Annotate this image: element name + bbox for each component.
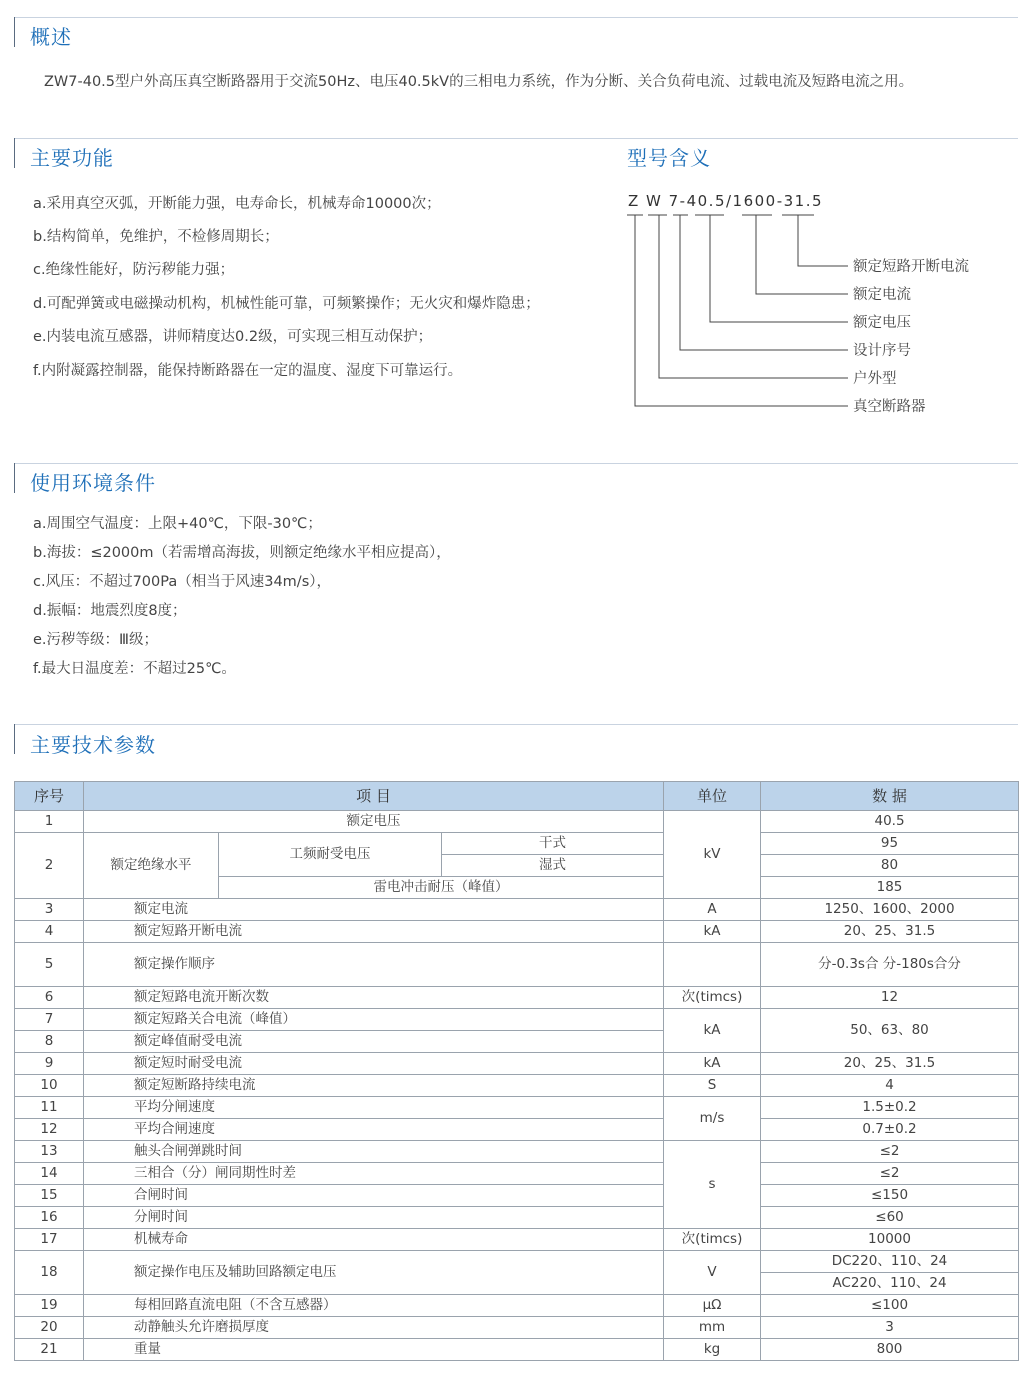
table-row	[15, 1119, 1019, 1141]
row-value: 4	[761, 1075, 1019, 1097]
row-value: AC220、110、24	[761, 1273, 1019, 1295]
row-value: 分-0.3s合 分-180s合分	[761, 943, 1019, 987]
table-row	[15, 1229, 1019, 1251]
row-item: 每相回路直流电阻（不含互感器）	[84, 1295, 664, 1317]
model-label: 户外型	[853, 371, 897, 387]
row-item: 额定电压	[84, 811, 664, 833]
row-no: 6	[15, 987, 84, 1009]
row-value: ≤150	[761, 1185, 1019, 1207]
table-row	[15, 1339, 1019, 1361]
row-item: 额定短路关合电流（峰值）	[84, 1009, 664, 1031]
function-item: b.结构简单，免维护，不检修周期长；	[33, 229, 279, 245]
row-item: 额定操作顺序	[84, 943, 664, 987]
row-item: 额定短路电流开断次数	[84, 987, 664, 1009]
environment-item: d.振幅：地震烈度8度；	[33, 603, 187, 619]
row-item: 额定短断路持续电流	[84, 1075, 664, 1097]
table-row	[15, 943, 1019, 987]
row-no: 18	[15, 1251, 84, 1295]
params-divider	[14, 724, 1018, 725]
row-value: ≤100	[761, 1295, 1019, 1317]
row-subitem: 工频耐受电压	[219, 833, 442, 877]
model-label: 额定电压	[853, 315, 911, 331]
row-item: 额定短时耐受电流	[84, 1053, 664, 1075]
row-no: 12	[15, 1119, 84, 1141]
row-item: 平均合闸速度	[84, 1119, 664, 1141]
row-no: 4	[15, 921, 84, 943]
row-unit: V	[664, 1251, 761, 1295]
model-label: 额定短路开断电流	[853, 259, 969, 275]
row-item: 额定操作电压及辅助回路额定电压	[84, 1251, 664, 1295]
table-row	[15, 987, 1019, 1009]
table-header-row	[15, 782, 1019, 811]
function-item: c.绝缘性能好，防污秽能力强；	[33, 262, 235, 278]
row-unit: kV	[664, 811, 761, 899]
row-value: 0.7±0.2	[761, 1119, 1019, 1141]
row-value: 80	[761, 855, 1019, 877]
row-unit: s	[664, 1141, 761, 1229]
row-value: 12	[761, 987, 1019, 1009]
environment-item: a.周围空气温度：上限+40℃，下限-30℃；	[33, 516, 322, 532]
environment-item: f.最大日温度差：不超过25℃。	[33, 661, 236, 677]
row-no: 10	[15, 1075, 84, 1097]
header-no: 序号	[15, 782, 84, 811]
row-value: 95	[761, 833, 1019, 855]
row-item: 额定绝缘水平	[84, 833, 219, 899]
model-label: 设计序号	[853, 343, 911, 359]
params-table	[14, 781, 1019, 1361]
row-no: 13	[15, 1141, 84, 1163]
row-value: ≤60	[761, 1207, 1019, 1229]
environment-item: b.海拔：≤2000m（若需增高海拔，则额定绝缘水平相应提高），	[33, 545, 451, 561]
row-value: 10000	[761, 1229, 1019, 1251]
row-item: 合闸时间	[84, 1185, 664, 1207]
model-label: 真空断路器	[853, 399, 926, 415]
row-unit: A	[664, 899, 761, 921]
row-unit: S	[664, 1075, 761, 1097]
row-no: 19	[15, 1295, 84, 1317]
row-no: 1	[15, 811, 84, 833]
row-no: 8	[15, 1031, 84, 1053]
table-row	[15, 1295, 1019, 1317]
table-row	[15, 1009, 1019, 1031]
header-data: 数 据	[761, 782, 1019, 811]
function-item: f.内附凝露控制器，能保持断路器在一定的温度、湿度下可靠运行。	[33, 363, 463, 379]
row-no: 14	[15, 1163, 84, 1185]
row-value: 1250、1600、2000	[761, 899, 1019, 921]
row-value: ≤2	[761, 1141, 1019, 1163]
table-row	[15, 1053, 1019, 1075]
row-unit: kA	[664, 1009, 761, 1053]
row-no: 15	[15, 1185, 84, 1207]
table-row	[15, 1185, 1019, 1207]
row-value: 20、25、31.5	[761, 1053, 1019, 1075]
environment-item: c.风压：不超过700Pa（相当于风速34m/s），	[33, 574, 331, 590]
row-item: 平均分闸速度	[84, 1097, 664, 1119]
row-no: 2	[15, 833, 84, 899]
model-code: Z W 7-40.5/1600-31.5	[628, 192, 824, 210]
params-title: 主要技术参数	[30, 733, 156, 757]
row-no: 3	[15, 899, 84, 921]
row-unit	[664, 943, 761, 987]
table-row	[15, 1097, 1019, 1119]
row-unit: kA	[664, 921, 761, 943]
environment-divider	[14, 463, 1018, 464]
row-value: 185	[761, 877, 1019, 899]
row-value: 40.5	[761, 811, 1019, 833]
row-unit: kA	[664, 1053, 761, 1075]
row-no: 16	[15, 1207, 84, 1229]
function-item: a.采用真空灭弧，开断能力强，电寿命长，机械寿命10000次；	[33, 196, 441, 212]
row-value: 3	[761, 1317, 1019, 1339]
environment-marker	[14, 463, 15, 493]
row-unit: mm	[664, 1317, 761, 1339]
row-item: 三相合（分）闸同期性时差	[84, 1163, 664, 1185]
row-item: 分闸时间	[84, 1207, 664, 1229]
row-value: 1.5±0.2	[761, 1097, 1019, 1119]
overview-text: ZW7-40.5型户外高压真空断路器用于交流50Hz、电压40.5kV的三相电力系统，作为分断、关合负荷电流、过载电流及短路电流之用。	[44, 74, 914, 90]
functions-title: 主要功能	[30, 146, 114, 170]
row-unit: kg	[664, 1339, 761, 1361]
row-unit: m/s	[664, 1097, 761, 1141]
environment-item: e.污秽等级：Ⅲ级；	[33, 632, 159, 648]
row-item: 动静触头允许磨损厚度	[84, 1317, 664, 1339]
row-unit: 次(timcs)	[664, 987, 761, 1009]
row-value: 50、63、80	[761, 1009, 1019, 1053]
row-value: ≤2	[761, 1163, 1019, 1185]
row-no: 9	[15, 1053, 84, 1075]
row-subitem: 雷电冲击耐压（峰值）	[219, 877, 664, 899]
row-item: 触头合闸弹跳时间	[84, 1141, 664, 1163]
model-diagram	[0, 0, 1032, 430]
environment-title: 使用环境条件	[30, 471, 156, 495]
row-value: 800	[761, 1339, 1019, 1361]
header-unit: 单位	[664, 782, 761, 811]
table-row	[15, 1075, 1019, 1097]
row-no: 17	[15, 1229, 84, 1251]
function-item: e.内装电流互感器，讲师精度达0.2级，可实现三相互动保护；	[33, 329, 433, 345]
row-no: 11	[15, 1097, 84, 1119]
table-row	[15, 1317, 1019, 1339]
row-no: 5	[15, 943, 84, 987]
row-no: 7	[15, 1009, 84, 1031]
params-marker	[14, 724, 15, 754]
table-row	[15, 833, 1019, 855]
model-label: 额定电流	[853, 287, 911, 303]
row-item: 机械寿命	[84, 1229, 664, 1251]
overview-title: 概述	[30, 25, 72, 49]
table-row	[15, 811, 1019, 833]
function-item: d.可配弹簧或电磁操动机构，机械性能可靠，可频繁操作；无火灾和爆炸隐患；	[33, 296, 540, 312]
row-no: 20	[15, 1317, 84, 1339]
row-value: DC220、110、24	[761, 1251, 1019, 1273]
row-unit: 次(timcs)	[664, 1229, 761, 1251]
row-subitem: 干式	[442, 833, 664, 855]
table-row	[15, 1207, 1019, 1229]
table-row	[15, 1141, 1019, 1163]
row-no: 21	[15, 1339, 84, 1361]
table-row	[15, 899, 1019, 921]
table-row	[15, 921, 1019, 943]
model-title: 型号含义	[627, 146, 711, 170]
row-item: 重量	[84, 1339, 664, 1361]
row-item: 额定峰值耐受电流	[84, 1031, 664, 1053]
header-item: 项 目	[84, 782, 664, 811]
table-row	[15, 1251, 1019, 1273]
row-subitem: 湿式	[442, 855, 664, 877]
row-unit: μΩ	[664, 1295, 761, 1317]
table-row	[15, 1163, 1019, 1185]
row-item: 额定电流	[84, 899, 664, 921]
row-item: 额定短路开断电流	[84, 921, 664, 943]
row-value: 20、25、31.5	[761, 921, 1019, 943]
